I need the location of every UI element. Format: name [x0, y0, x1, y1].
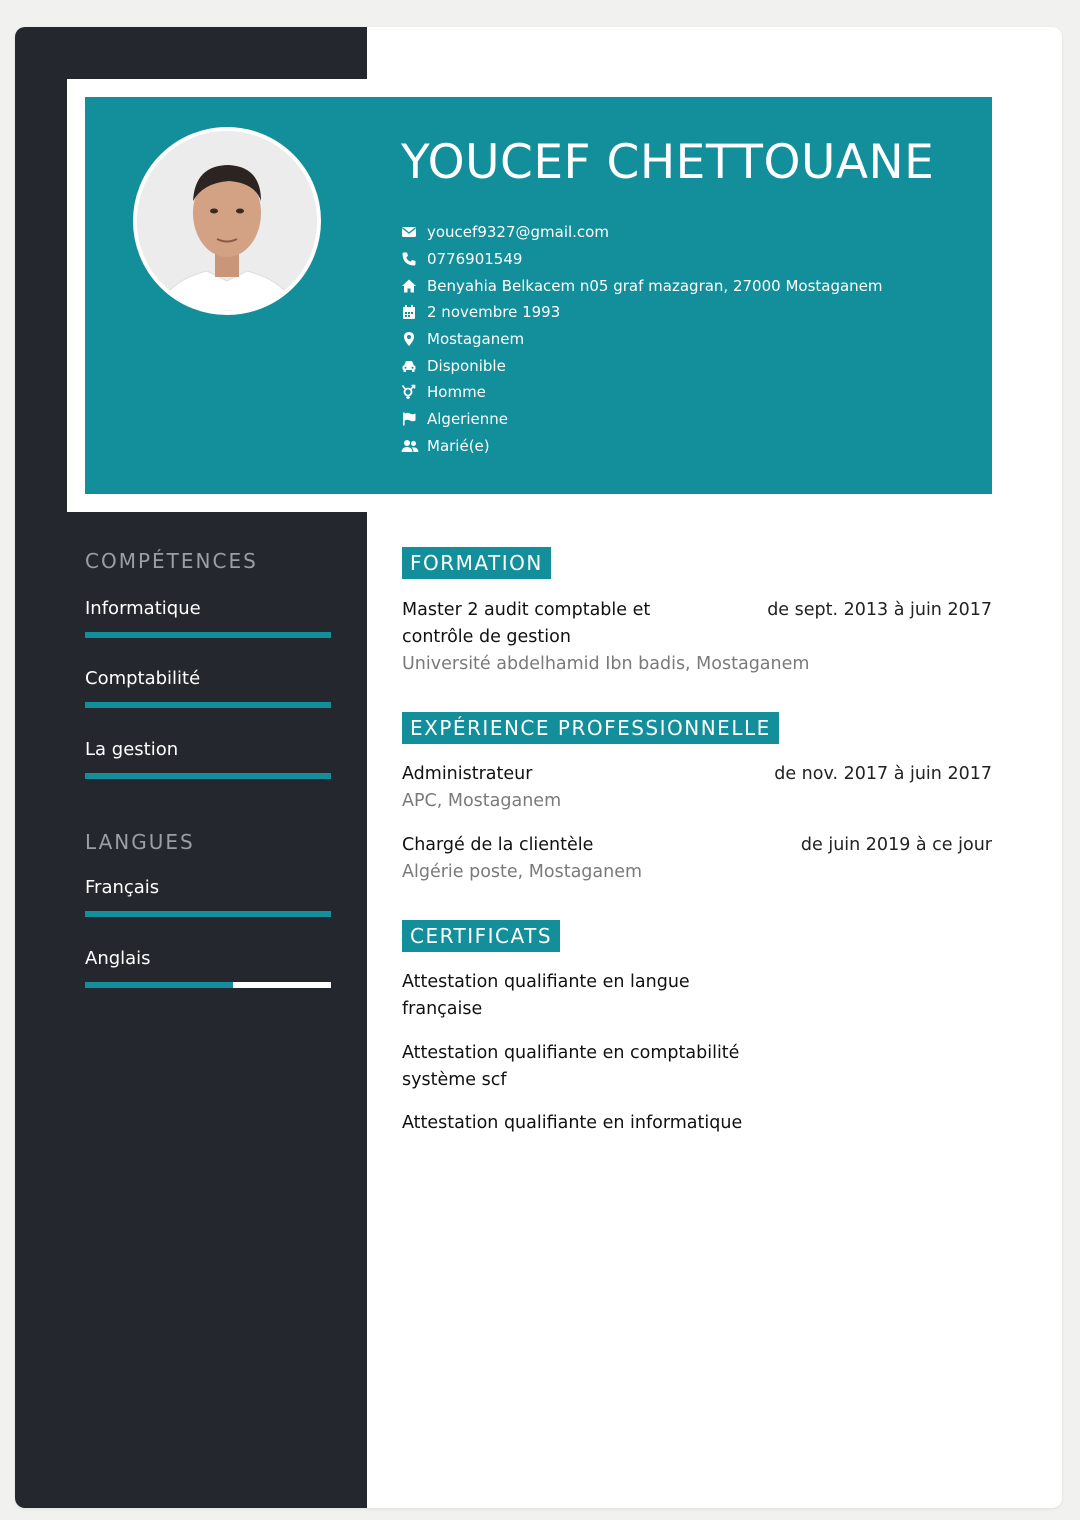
entry-employer: APC, Mostaganem: [402, 791, 562, 811]
car-icon: [401, 358, 417, 374]
skill-level-bar: [85, 773, 331, 779]
entry-date: de sept. 2013 à juin 2017: [767, 600, 992, 620]
candidate-name: YOUCEF CHETTOUANE: [401, 135, 935, 190]
formation-entry: [402, 597, 992, 678]
skill-level-bar: [85, 632, 331, 638]
header: [85, 97, 992, 494]
flag-icon: [401, 411, 417, 427]
language-level-bar: [85, 911, 331, 917]
contact-gender: Homme: [401, 379, 883, 406]
language-anglais: Anglais: [85, 948, 331, 972]
map-marker-icon: [401, 331, 417, 347]
language-level-bar: [85, 982, 331, 988]
resume-page: [15, 27, 1062, 1508]
contact-birthdate: 2 novembre 1993: [401, 299, 883, 326]
home-icon: [401, 278, 417, 294]
entry-date: de nov. 2017 à juin 2017: [774, 764, 992, 784]
skill-level-bar: [85, 702, 331, 708]
formation-title: FORMATION: [402, 547, 551, 579]
entry-title: Administrateur: [402, 764, 533, 784]
experience-entry: [402, 832, 992, 886]
entry-title: Master 2 audit comptable et contrôle de gestion: [402, 600, 651, 647]
entry-date: de juin 2019 à ce jour: [800, 835, 992, 855]
users-icon: [401, 438, 417, 454]
phone-icon: [401, 251, 417, 267]
profile-photo: [133, 127, 321, 315]
language-francais: Français: [85, 877, 331, 901]
contact-license: Disponible: [401, 352, 883, 379]
skill-comptabilite: Comptabilité: [85, 668, 331, 692]
contact-location: Mostaganem: [401, 326, 883, 353]
contact-marital-status: Marié(e): [401, 433, 883, 460]
certificate-item: Attestation qualifiante en comptabilité système scf: [402, 1043, 740, 1090]
skill-informatique: Informatique: [85, 598, 331, 622]
entry-title: Chargé de la clientèle: [402, 835, 594, 855]
experience-entry: [402, 761, 992, 815]
calendar-icon: [401, 304, 417, 320]
experience-title: EXPÉRIENCE PROFESSIONNELLE: [402, 712, 779, 744]
contact-address: Benyahia Belkacem n05 graf mazagran, 27000 Mostaganem: [401, 272, 883, 299]
contact-email[interactable]: youcef9327@gmail.com: [401, 219, 883, 246]
certificate-item: Attestation qualifiante en informatique: [402, 1113, 743, 1133]
entry-employer: Algérie poste, Mostaganem: [402, 862, 643, 882]
contact-list: [401, 219, 883, 459]
contact-nationality: Algerienne: [401, 406, 883, 433]
certificates-title: CERTIFICATS: [402, 920, 560, 952]
skill-gestion: La gestion: [85, 739, 331, 763]
languages-title: LANGUES: [85, 830, 195, 854]
envelope-icon: [401, 224, 417, 240]
certificate-item: Attestation qualifiante en langue française: [402, 972, 690, 1019]
gender-icon: [401, 384, 417, 400]
entry-institution: Université abdelhamid Ibn badis, Mostaganem: [402, 654, 810, 674]
skills-title: COMPÉTENCES: [85, 549, 258, 573]
contact-phone[interactable]: 0776901549: [401, 246, 883, 273]
